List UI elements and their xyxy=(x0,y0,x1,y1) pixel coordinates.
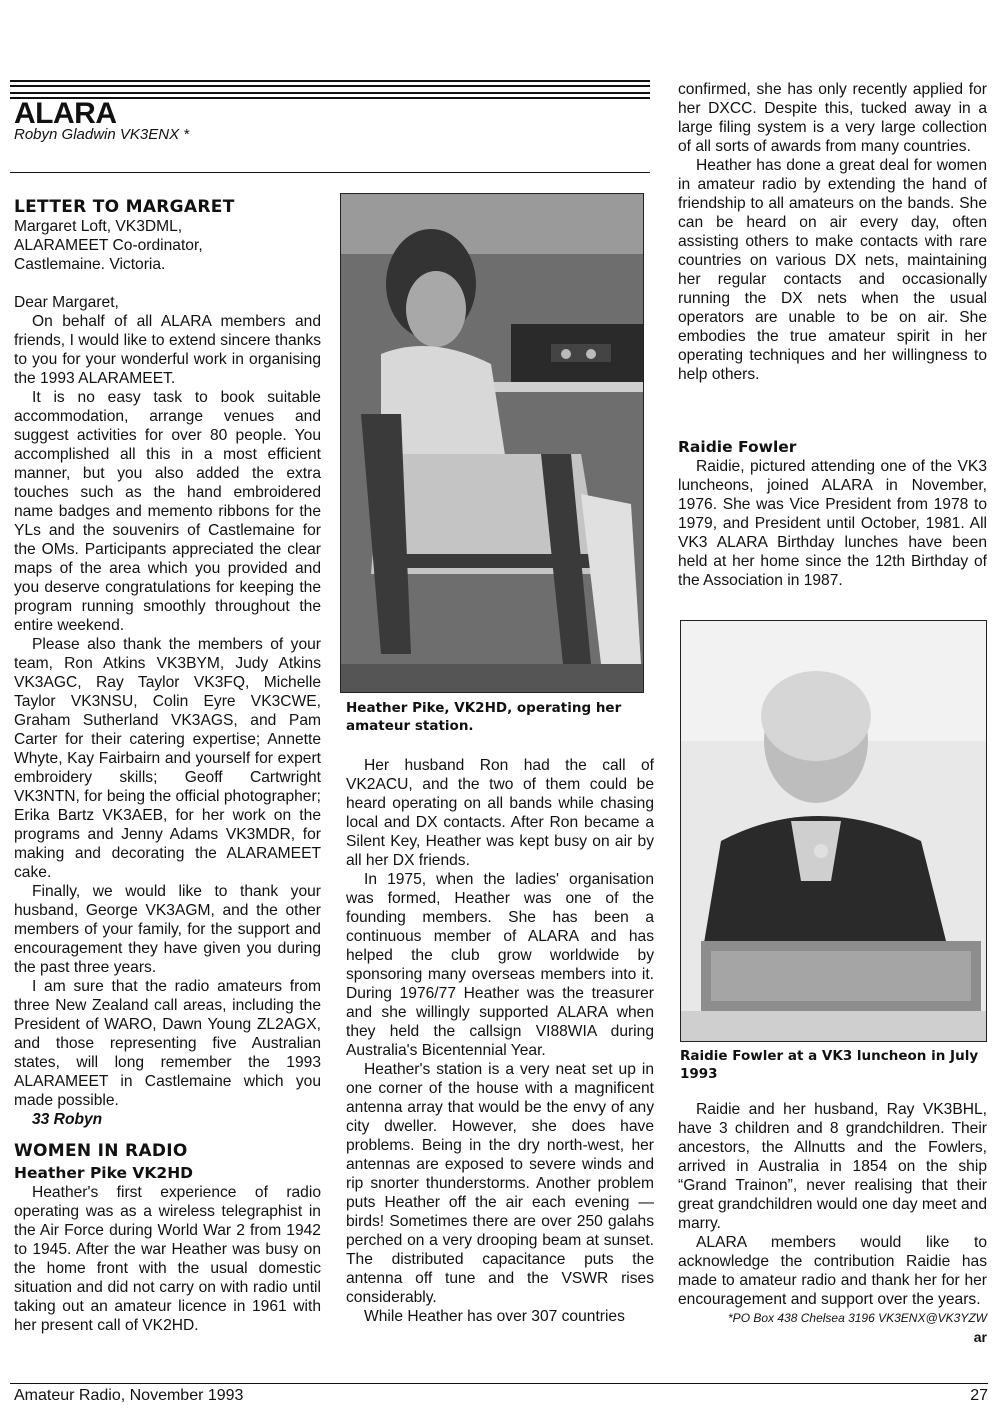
heather-column xyxy=(346,756,654,1326)
end-mark: ar xyxy=(973,1329,987,1345)
footer-publication: Amateur Radio, November 1993 xyxy=(14,1387,244,1404)
letter-addr-2: ALARAMEET Co-ordinator, xyxy=(14,237,203,254)
letter-addr-3: Castlemaine. Victoria. xyxy=(14,256,166,273)
article-header xyxy=(14,97,344,144)
raidie-para-2: Raidie and her husband, Ray VK3BHL, have 3 children and 8 grandchildren. Their ancestors, the Allnutts and the Fowlers, arrived in Australia in 1854 on the ship “Grand Trainon”, never realising that their great grandchildren would one day meet and marry. xyxy=(678,1101,987,1232)
heather-para-4: While Heather has over 307 countries xyxy=(364,1308,625,1325)
heather-photo-image xyxy=(341,194,643,692)
byline: Robyn Gladwin VK3ENX * xyxy=(14,126,190,143)
raidie-caption: Raidie Fowler at a VK3 luncheon in July 1993 xyxy=(680,1048,979,1082)
heather-para-3: Heather's station is a very neat set up in one corner of the house with a magnificent antenna array that would be the envy of any city dweller. However, she does have problems. Being in the dry north-west, her antennas are exposed to severe winds and rip snorter thunderstorms. Another problem puts Heather off the air each evening — birds! Sometimes there are over 250 galahs perched on a very drooping beam at sunset. The distributed capacitance puts the antenna off tune and the VSWR rises considerably. xyxy=(346,1061,654,1306)
heather-caption: Heather Pike, VK2HD, operating her amateur station. xyxy=(346,700,622,734)
letter-heading: LETTER TO MARGARET xyxy=(14,197,235,217)
letter-signature: 33 Robyn xyxy=(32,1111,103,1128)
women-heading: WOMEN IN RADIO xyxy=(14,1141,188,1161)
raidie-continued xyxy=(678,1100,987,1347)
raidie-section xyxy=(678,438,987,590)
heather-para-6: Heather has done a great deal for women in amateur radio by extending the hand of friendship to all amateurs on the bands. She can be heard on air every day, often assisting others to make contacts with rare countries on various DX nets, maintaining her regular contacts and occasionally running the DX nets when the usual operators are unable to be on air. She embodies the true amateur spirit in her operating techniques and her willingness to help others. xyxy=(678,157,987,383)
letter-para-2: It is no easy task to book suitable accommodation, arrange venues and suggest activities for over 80 people. You accomplished all this in a most efficient manner, but you also added the extra touches such as the hand embroidered name badges and memento ribbons for the YLs and the souvenirs of Castlemaine for the OMs. Participants appreciated the clear maps of the area which you provided and you deserve congratulations for keeping the program running smoothly throughout the entire weekend. xyxy=(14,389,321,634)
letter-para-5: I am sure that the radio amateurs from three New Zealand call areas, including the President of WARO, Dawn Young ZL2AGX, and those representing five Australian states, will long remember the 1993 ALARAMEET in Castlemaine which you made possible. xyxy=(14,978,321,1109)
heather-continued xyxy=(678,80,987,384)
letter-section xyxy=(14,198,321,1129)
heather-para-2: In 1975, when the ladies' organisation was formed, Heather was one of the founding members. She has been a continuous member of ALARA and has helped the club grow worldwide by sponsoring many overseas members into it. During 1976/77 Heather was the treasurer and she willingly supported ALARA when they held the callsign VI88WIA during Australia's Bicentennial Year. xyxy=(346,871,654,1059)
header-rule xyxy=(10,172,650,173)
women-section xyxy=(14,1142,321,1335)
letter-addr-1: Margaret Loft, VK3DML, xyxy=(14,218,183,235)
heather-para-1: Her husband Ron had the call of VK2ACU, and the two of them could be heard operating on all bands while chasing local and DX contacts. After Ron became a Silent Key, Heather was kept busy on air by all her DX friends. xyxy=(346,757,654,869)
heather-photo xyxy=(340,193,644,693)
footer-rule xyxy=(10,1383,988,1384)
raidie-heading: Raidie Fowler xyxy=(678,438,797,456)
women-para-1: Heather's first experience of radio operating was as a wireless telegraphist in the Air Force during World War 2 from 1942 to 1945. After the war Heather was busy on the home front with the usual domestic situation and did not carry on with radio until taking out an amateur licence in 1961 with her present call of VK2HD. xyxy=(14,1184,321,1334)
letter-para-4: Finally, we would like to thank your husband, George VK3AGM, and the other members of your family, for the support and encouragement they have given you during the past three years. xyxy=(14,883,321,976)
raidie-photo-image xyxy=(681,621,986,1041)
raidie-para-3: ALARA members would like to acknowledge the contribution Raidie has made to amateur radio and thank her for her encouragement and support over the years. xyxy=(678,1234,987,1308)
author-address: *PO Box 438 Chelsea 3196 VK3ENX@VK3YZW xyxy=(728,1311,987,1325)
heather-para-5: confirmed, she has only recently applied for her DXCC. Despite this, tucked away in a large filing system is a very large collection of all sorts of awards from many countries. xyxy=(678,81,987,155)
letter-para-1: On behalf of all ALARA members and friends, I would like to extend sincere thanks to you for your wonderful work in organising the 1993 ALARAMEET. xyxy=(14,313,321,387)
letter-salutation: Dear Margaret, xyxy=(14,294,119,311)
page-title: ALARA xyxy=(14,97,117,130)
women-subheading: Heather Pike VK2HD xyxy=(14,1164,194,1182)
letter-para-3: Please also thank the members of your team, Ron Atkins VK3BYM, Judy Atkins VK3AGC, Ray Taylor VK3FQ, Michelle Taylor VK3NSU, Colin Eyre VK3CWE, Graham Sutherland VK3AGS, and Pam Carter for their catering expertise; Annette Whyte, Kay Fairbairn and yourself for expert embroidery skills; Geoff Cartwright VK3NTN, for being the official photographer; Erika Bartz VK3AEB, for her work on the programs and Jenny Adams VK3MDR, for making and decorating the ALARAMEET cake. xyxy=(14,636,321,881)
raidie-para-1: Raidie, pictured attending one of the VK3 luncheons, joined ALARA in November, 1976. She was Vice President from 1978 to 1979, and President until October, 1981. All VK3 ALARA Birthday lunches have been held at her home since the 12th Birthday of the Association in 1987. xyxy=(678,458,987,589)
top-rule-left xyxy=(10,80,650,87)
raidie-photo xyxy=(680,620,987,1042)
page-number: 27 xyxy=(970,1387,988,1404)
